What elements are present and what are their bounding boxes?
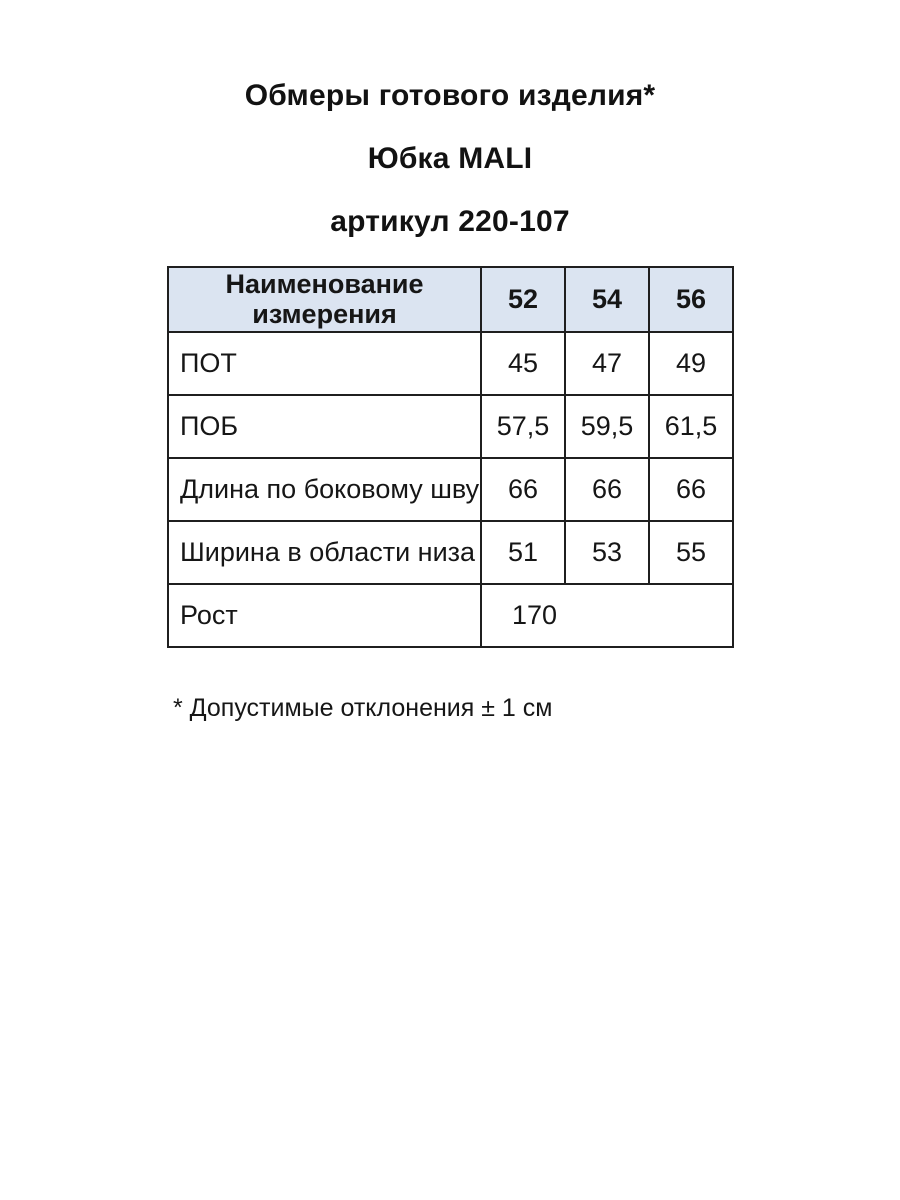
header-size-56: 56 <box>649 267 733 332</box>
row-value: 51 <box>481 521 565 584</box>
header-size-52: 52 <box>481 267 565 332</box>
row-value: 47 <box>565 332 649 395</box>
header-size-54: 54 <box>565 267 649 332</box>
measurements-table <box>167 266 734 648</box>
row-label: ПОБ <box>168 395 481 458</box>
row-label: Ширина в области низа <box>168 521 481 584</box>
row-label: Длина по боковому шву <box>168 458 481 521</box>
table-row <box>168 395 733 458</box>
row-value: 57,5 <box>481 395 565 458</box>
row-value: 66 <box>565 458 649 521</box>
table-header-row <box>168 267 733 332</box>
table-row <box>168 332 733 395</box>
row-value: 53 <box>565 521 649 584</box>
row-value: 59,5 <box>565 395 649 458</box>
row-label: ПОТ <box>168 332 481 395</box>
table-row <box>168 458 733 521</box>
tolerance-footnote: * Допустимые отклонения ± 1 см <box>173 694 553 722</box>
document-header <box>0 0 900 253</box>
table-footer-row <box>168 584 733 647</box>
row-value: 49 <box>649 332 733 395</box>
row-merged-value: 170 <box>481 584 733 647</box>
product-name: Юбка MALI <box>367 142 533 175</box>
row-label: Рост <box>168 584 481 647</box>
row-value: 45 <box>481 332 565 395</box>
row-value: 61,5 <box>649 395 733 458</box>
row-value: 66 <box>481 458 565 521</box>
row-value: 66 <box>649 458 733 521</box>
document-title: Обмеры готового изделия* <box>244 79 656 112</box>
article-number: артикул 220-107 <box>330 205 570 238</box>
table-row <box>168 521 733 584</box>
row-value: 55 <box>649 521 733 584</box>
header-measurement-name: Наименование измерения <box>168 267 481 332</box>
